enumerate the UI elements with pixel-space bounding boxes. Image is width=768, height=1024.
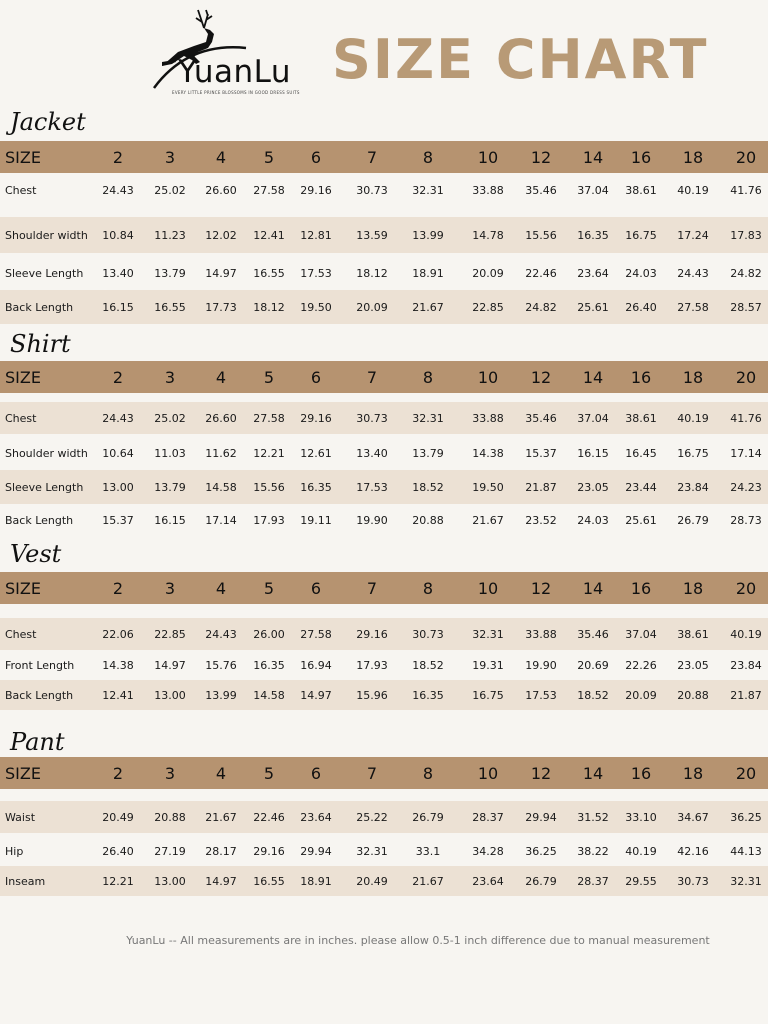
size-header-cell: 14 bbox=[582, 763, 604, 783]
brand-tagline: EVERY LITTLE PRINCE BLOSSOMS IN GOOD DRESS SUITS bbox=[172, 90, 300, 95]
measurement-cell: 25.61 bbox=[577, 300, 609, 314]
measurement-cell: 38.61 bbox=[677, 627, 709, 641]
size-header-cell: 16 bbox=[630, 578, 652, 598]
size-header-cell: 2 bbox=[112, 367, 124, 387]
measurement-cell: 24.43 bbox=[205, 627, 237, 641]
measurement-cell: 21.87 bbox=[525, 480, 557, 494]
size-header-cell: 18 bbox=[682, 367, 704, 387]
measurement-cell: 13.79 bbox=[412, 446, 444, 460]
measurement-cell: 24.03 bbox=[577, 513, 609, 527]
measurement-cell: 34.28 bbox=[472, 844, 504, 858]
measurement-cell: 10.84 bbox=[102, 228, 134, 242]
measurement-cell: 15.96 bbox=[356, 688, 388, 702]
measurement-cell: 21.67 bbox=[412, 300, 444, 314]
measurement-cell: 29.16 bbox=[253, 844, 285, 858]
measurement-cell: 41.76 bbox=[730, 411, 762, 425]
measurement-cell: 16.75 bbox=[472, 688, 504, 702]
measurement-cell: 21.67 bbox=[205, 810, 237, 824]
measurement-cell: 21.67 bbox=[472, 513, 504, 527]
measurement-cell: 26.40 bbox=[102, 844, 134, 858]
size-header-cell: 16 bbox=[630, 147, 652, 167]
size-header-cell: 3 bbox=[164, 578, 176, 598]
row-label: Sleeve Length bbox=[5, 480, 84, 494]
measurement-cell: 29.94 bbox=[525, 810, 557, 824]
measurement-cell: 23.05 bbox=[677, 658, 709, 672]
measurement-cell: 27.58 bbox=[253, 183, 285, 197]
measurement-cell: 12.81 bbox=[300, 228, 332, 242]
size-header-label: SIZE bbox=[5, 367, 41, 387]
measurement-cell: 27.58 bbox=[253, 411, 285, 425]
measurement-cell: 20.88 bbox=[677, 688, 709, 702]
measurement-cell: 29.16 bbox=[356, 627, 388, 641]
measurement-cell: 19.11 bbox=[300, 513, 332, 527]
measurement-cell: 40.19 bbox=[730, 627, 762, 641]
measurement-cell: 34.67 bbox=[677, 810, 709, 824]
measurement-cell: 11.62 bbox=[205, 446, 237, 460]
size-header-cell: 8 bbox=[422, 147, 434, 167]
size-header-cell: 5 bbox=[263, 367, 275, 387]
measurement-cell: 18.12 bbox=[356, 266, 388, 280]
size-header-cell: 18 bbox=[682, 763, 704, 783]
measurement-cell: 17.53 bbox=[525, 688, 557, 702]
row-label: Waist bbox=[5, 810, 36, 824]
measurement-cell: 19.50 bbox=[472, 480, 504, 494]
section-title-shirt: Shirt bbox=[10, 330, 71, 358]
size-header-cell: 6 bbox=[310, 147, 322, 167]
measurement-cell: 26.79 bbox=[677, 513, 709, 527]
measurement-cell: 29.94 bbox=[300, 844, 332, 858]
measurement-cell: 17.93 bbox=[253, 513, 285, 527]
size-header-cell: 20 bbox=[735, 578, 757, 598]
size-header-label: SIZE bbox=[5, 578, 41, 598]
measurement-cell: 26.79 bbox=[525, 874, 557, 888]
measurement-cell: 31.52 bbox=[577, 810, 609, 824]
measurement-cell: 18.91 bbox=[412, 266, 444, 280]
measurement-cell: 35.46 bbox=[525, 183, 557, 197]
size-header-cell: 6 bbox=[310, 578, 322, 598]
size-header-cell: 3 bbox=[164, 763, 176, 783]
row-label: Inseam bbox=[5, 874, 46, 888]
measurement-cell: 14.38 bbox=[102, 658, 134, 672]
size-header-cell: 14 bbox=[582, 367, 604, 387]
measurement-cell: 18.52 bbox=[412, 658, 444, 672]
measurement-cell: 15.56 bbox=[253, 480, 285, 494]
size-header-cell: 12 bbox=[530, 367, 552, 387]
measurement-cell: 30.73 bbox=[356, 411, 388, 425]
size-header-cell: 4 bbox=[215, 578, 227, 598]
size-header-cell: 14 bbox=[582, 147, 604, 167]
size-header-cell: 16 bbox=[630, 367, 652, 387]
measurement-cell: 28.37 bbox=[577, 874, 609, 888]
row-label: Hip bbox=[5, 844, 24, 858]
measurement-cell: 16.75 bbox=[625, 228, 657, 242]
measurement-cell: 19.31 bbox=[472, 658, 504, 672]
measurement-cell: 11.03 bbox=[154, 446, 186, 460]
size-header-cell: 2 bbox=[112, 578, 124, 598]
measurement-cell: 16.35 bbox=[412, 688, 444, 702]
size-header-cell: 4 bbox=[215, 763, 227, 783]
measurement-cell: 42.16 bbox=[677, 844, 709, 858]
measurement-cell: 20.49 bbox=[356, 874, 388, 888]
measurement-cell: 19.90 bbox=[525, 658, 557, 672]
measurement-cell: 16.55 bbox=[253, 266, 285, 280]
size-header-cell: 3 bbox=[164, 147, 176, 167]
measurement-cell: 20.09 bbox=[472, 266, 504, 280]
measurement-cell: 24.82 bbox=[730, 266, 762, 280]
size-header-cell: 14 bbox=[582, 578, 604, 598]
measurement-cell: 16.15 bbox=[154, 513, 186, 527]
measurement-cell: 18.91 bbox=[300, 874, 332, 888]
measurement-cell: 12.61 bbox=[300, 446, 332, 460]
measurement-cell: 20.88 bbox=[412, 513, 444, 527]
row-label: Shoulder width bbox=[5, 228, 88, 242]
measurement-cell: 20.09 bbox=[625, 688, 657, 702]
size-header-cell: 7 bbox=[366, 578, 378, 598]
measurement-cell: 24.43 bbox=[677, 266, 709, 280]
measurement-cell: 25.22 bbox=[356, 810, 388, 824]
size-header-row bbox=[0, 361, 768, 393]
measurement-cell: 26.60 bbox=[205, 411, 237, 425]
size-header-cell: 20 bbox=[735, 367, 757, 387]
measurement-cell: 23.52 bbox=[525, 513, 557, 527]
row-label: Back Length bbox=[5, 513, 74, 527]
page-title: SIZE CHART bbox=[332, 28, 709, 91]
measurement-cell: 28.57 bbox=[730, 300, 762, 314]
measurement-cell: 33.88 bbox=[472, 411, 504, 425]
size-header-cell: 20 bbox=[735, 763, 757, 783]
size-header-cell: 10 bbox=[477, 367, 499, 387]
size-header-row bbox=[0, 757, 768, 789]
table-row bbox=[0, 217, 768, 253]
measurement-cell: 16.15 bbox=[577, 446, 609, 460]
measurement-cell: 20.88 bbox=[154, 810, 186, 824]
measurement-cell: 23.05 bbox=[577, 480, 609, 494]
measurement-cell: 11.23 bbox=[154, 228, 186, 242]
measurement-cell: 19.50 bbox=[300, 300, 332, 314]
size-header-cell: 5 bbox=[263, 763, 275, 783]
measurement-cell: 23.64 bbox=[472, 874, 504, 888]
measurement-cell: 12.41 bbox=[102, 688, 134, 702]
measurement-cell: 36.25 bbox=[730, 810, 762, 824]
measurement-cell: 16.35 bbox=[300, 480, 332, 494]
size-header-cell: 6 bbox=[310, 763, 322, 783]
table-row bbox=[0, 618, 768, 650]
row-label: Chest bbox=[5, 183, 37, 197]
measurement-cell: 12.41 bbox=[253, 228, 285, 242]
measurement-cell: 16.75 bbox=[677, 446, 709, 460]
measurement-cell: 13.79 bbox=[154, 480, 186, 494]
measurement-cell: 16.15 bbox=[102, 300, 134, 314]
measurement-cell: 22.46 bbox=[525, 266, 557, 280]
measurement-cell: 16.45 bbox=[625, 446, 657, 460]
measurement-cell: 40.19 bbox=[677, 411, 709, 425]
measurement-cell: 15.37 bbox=[102, 513, 134, 527]
table-row bbox=[0, 835, 768, 867]
measurement-cell: 12.02 bbox=[205, 228, 237, 242]
measurement-cell: 25.02 bbox=[154, 183, 186, 197]
section-title-vest: Vest bbox=[10, 540, 62, 568]
measurement-cell: 10.64 bbox=[102, 446, 134, 460]
size-header-cell: 6 bbox=[310, 367, 322, 387]
measurement-cell: 23.64 bbox=[577, 266, 609, 280]
measurement-cell: 20.69 bbox=[577, 658, 609, 672]
measurement-cell: 32.31 bbox=[730, 874, 762, 888]
measurement-cell: 13.00 bbox=[154, 874, 186, 888]
row-label: Front Length bbox=[5, 658, 75, 672]
row-label: Chest bbox=[5, 411, 37, 425]
measurement-cell: 21.87 bbox=[730, 688, 762, 702]
measurement-cell: 33.1 bbox=[415, 844, 441, 858]
measurement-cell: 14.58 bbox=[205, 480, 237, 494]
measurement-cell: 14.78 bbox=[472, 228, 504, 242]
size-header-label: SIZE bbox=[5, 763, 41, 783]
measurement-cell: 16.35 bbox=[577, 228, 609, 242]
row-label: Shoulder width bbox=[5, 446, 88, 460]
measurement-cell: 13.40 bbox=[102, 266, 134, 280]
measurement-cell: 16.94 bbox=[300, 658, 332, 672]
brand-logo bbox=[148, 4, 318, 96]
measurement-cell: 38.61 bbox=[625, 411, 657, 425]
size-header-cell: 7 bbox=[366, 367, 378, 387]
measurement-cell: 17.14 bbox=[205, 513, 237, 527]
measurement-cell: 30.73 bbox=[412, 627, 444, 641]
header bbox=[0, 0, 768, 110]
measurement-cell: 28.73 bbox=[730, 513, 762, 527]
measurement-cell: 17.53 bbox=[356, 480, 388, 494]
table-row bbox=[0, 680, 768, 710]
measurement-cell: 40.19 bbox=[677, 183, 709, 197]
measurement-cell: 37.04 bbox=[577, 183, 609, 197]
measurement-cell: 13.79 bbox=[154, 266, 186, 280]
measurement-cell: 24.03 bbox=[625, 266, 657, 280]
measurement-cell: 23.84 bbox=[677, 480, 709, 494]
measurement-cell: 14.97 bbox=[154, 658, 186, 672]
size-header-cell: 5 bbox=[263, 578, 275, 598]
size-header-cell: 8 bbox=[422, 578, 434, 598]
measurement-cell: 28.17 bbox=[205, 844, 237, 858]
row-label: Chest bbox=[5, 627, 37, 641]
size-header-cell: 2 bbox=[112, 147, 124, 167]
measurement-cell: 22.46 bbox=[253, 810, 285, 824]
measurement-cell: 35.46 bbox=[525, 411, 557, 425]
measurement-cell: 17.53 bbox=[300, 266, 332, 280]
measurement-cell: 21.67 bbox=[412, 874, 444, 888]
measurement-cell: 17.14 bbox=[730, 446, 762, 460]
measurement-cell: 26.40 bbox=[625, 300, 657, 314]
measurement-cell: 14.97 bbox=[300, 688, 332, 702]
measurement-cell: 32.31 bbox=[472, 627, 504, 641]
measurement-cell: 27.58 bbox=[677, 300, 709, 314]
measurement-cell: 22.85 bbox=[154, 627, 186, 641]
measurement-cell: 13.99 bbox=[412, 228, 444, 242]
size-header-cell: 5 bbox=[263, 147, 275, 167]
measurement-cell: 24.43 bbox=[102, 411, 134, 425]
table-row bbox=[0, 866, 768, 896]
size-header-cell: 7 bbox=[366, 763, 378, 783]
measurement-cell: 22.26 bbox=[625, 658, 657, 672]
table-row bbox=[0, 503, 768, 537]
measurement-cell: 13.99 bbox=[205, 688, 237, 702]
size-header-cell: 10 bbox=[477, 578, 499, 598]
measurement-cell: 20.09 bbox=[356, 300, 388, 314]
measurement-cell: 14.97 bbox=[205, 266, 237, 280]
measurement-cell: 24.23 bbox=[730, 480, 762, 494]
table-row bbox=[0, 801, 768, 833]
measurement-cell: 12.21 bbox=[253, 446, 285, 460]
measurement-cell: 17.24 bbox=[677, 228, 709, 242]
measurement-cell: 38.61 bbox=[625, 183, 657, 197]
measurement-cell: 22.06 bbox=[102, 627, 134, 641]
measurement-cell: 28.37 bbox=[472, 810, 504, 824]
section-title-jacket: Jacket bbox=[10, 108, 86, 136]
table-row bbox=[0, 436, 768, 470]
measurement-cell: 13.59 bbox=[356, 228, 388, 242]
row-label: Back Length bbox=[5, 300, 74, 314]
table-row bbox=[0, 470, 768, 504]
measurement-cell: 27.19 bbox=[154, 844, 186, 858]
measurement-cell: 14.38 bbox=[472, 446, 504, 460]
measurement-cell: 27.58 bbox=[300, 627, 332, 641]
size-header-cell: 12 bbox=[530, 578, 552, 598]
measurement-cell: 37.04 bbox=[577, 411, 609, 425]
section-title-pant: Pant bbox=[10, 728, 65, 756]
measurement-cell: 24.82 bbox=[525, 300, 557, 314]
size-header-cell: 16 bbox=[630, 763, 652, 783]
measurement-cell: 16.55 bbox=[154, 300, 186, 314]
measurement-cell: 37.04 bbox=[625, 627, 657, 641]
size-header-cell: 12 bbox=[530, 147, 552, 167]
row-label: Sleeve Length bbox=[5, 266, 84, 280]
table-row bbox=[0, 256, 768, 290]
measurement-cell: 26.00 bbox=[253, 627, 285, 641]
measurement-cell: 18.52 bbox=[577, 688, 609, 702]
size-header-cell: 10 bbox=[477, 763, 499, 783]
measurement-cell: 14.97 bbox=[205, 874, 237, 888]
measurement-cell: 16.35 bbox=[253, 658, 285, 672]
measurement-cell: 20.49 bbox=[102, 810, 134, 824]
size-header-cell: 8 bbox=[422, 763, 434, 783]
measurement-cell: 25.02 bbox=[154, 411, 186, 425]
size-header-cell: 8 bbox=[422, 367, 434, 387]
size-header-cell: 7 bbox=[366, 147, 378, 167]
size-header-cell: 18 bbox=[682, 578, 704, 598]
footer-note: YuanLu -- All measurements are in inches. please allow 0.5-1 inch difference due to manual measurement bbox=[126, 934, 710, 947]
size-header-label: SIZE bbox=[5, 147, 41, 167]
measurement-cell: 23.84 bbox=[730, 658, 762, 672]
size-header-cell: 4 bbox=[215, 367, 227, 387]
measurement-cell: 24.43 bbox=[102, 183, 134, 197]
size-header-cell: 2 bbox=[112, 763, 124, 783]
size-header-cell: 3 bbox=[164, 367, 176, 387]
measurement-cell: 13.00 bbox=[154, 688, 186, 702]
measurement-cell: 23.44 bbox=[625, 480, 657, 494]
measurement-cell: 35.46 bbox=[577, 627, 609, 641]
measurement-cell: 32.31 bbox=[412, 411, 444, 425]
measurement-cell: 17.73 bbox=[205, 300, 237, 314]
measurement-cell: 30.73 bbox=[356, 183, 388, 197]
measurement-cell: 32.31 bbox=[412, 183, 444, 197]
measurement-cell: 40.19 bbox=[625, 844, 657, 858]
measurement-cell: 15.37 bbox=[525, 446, 557, 460]
measurement-cell: 26.60 bbox=[205, 183, 237, 197]
measurement-cell: 18.12 bbox=[253, 300, 285, 314]
measurement-cell: 14.58 bbox=[253, 688, 285, 702]
measurement-cell: 17.83 bbox=[730, 228, 762, 242]
size-header-cell: 12 bbox=[530, 763, 552, 783]
measurement-cell: 22.85 bbox=[472, 300, 504, 314]
measurement-cell: 15.56 bbox=[525, 228, 557, 242]
measurement-cell: 13.40 bbox=[356, 446, 388, 460]
measurement-cell: 29.55 bbox=[625, 874, 657, 888]
table-row bbox=[0, 290, 768, 324]
brand-name: YuanLu bbox=[178, 54, 292, 90]
measurement-cell: 25.61 bbox=[625, 513, 657, 527]
measurement-cell: 33.88 bbox=[472, 183, 504, 197]
measurement-cell: 32.31 bbox=[356, 844, 388, 858]
size-header-row bbox=[0, 141, 768, 173]
table-row bbox=[0, 650, 768, 680]
measurement-cell: 33.10 bbox=[625, 810, 657, 824]
measurement-cell: 19.90 bbox=[356, 513, 388, 527]
measurement-cell: 29.16 bbox=[300, 183, 332, 197]
table-row bbox=[0, 402, 768, 434]
measurement-cell: 36.25 bbox=[525, 844, 557, 858]
measurement-cell: 15.76 bbox=[205, 658, 237, 672]
measurement-cell: 12.21 bbox=[102, 874, 134, 888]
measurement-cell: 26.79 bbox=[412, 810, 444, 824]
measurement-cell: 18.52 bbox=[412, 480, 444, 494]
measurement-cell: 38.22 bbox=[577, 844, 609, 858]
measurement-cell: 30.73 bbox=[677, 874, 709, 888]
measurement-cell: 33.88 bbox=[525, 627, 557, 641]
size-header-cell: 10 bbox=[477, 147, 499, 167]
measurement-cell: 44.13 bbox=[730, 844, 762, 858]
measurement-cell: 17.93 bbox=[356, 658, 388, 672]
measurement-cell: 13.00 bbox=[102, 480, 134, 494]
size-header-row bbox=[0, 572, 768, 604]
measurement-cell: 23.64 bbox=[300, 810, 332, 824]
measurement-cell: 29.16 bbox=[300, 411, 332, 425]
size-header-cell: 18 bbox=[682, 147, 704, 167]
size-header-cell: 4 bbox=[215, 147, 227, 167]
measurement-cell: 41.76 bbox=[730, 183, 762, 197]
row-label: Back Length bbox=[5, 688, 74, 702]
table-row bbox=[0, 175, 768, 205]
measurement-cell: 16.55 bbox=[253, 874, 285, 888]
size-header-cell: 20 bbox=[735, 147, 757, 167]
